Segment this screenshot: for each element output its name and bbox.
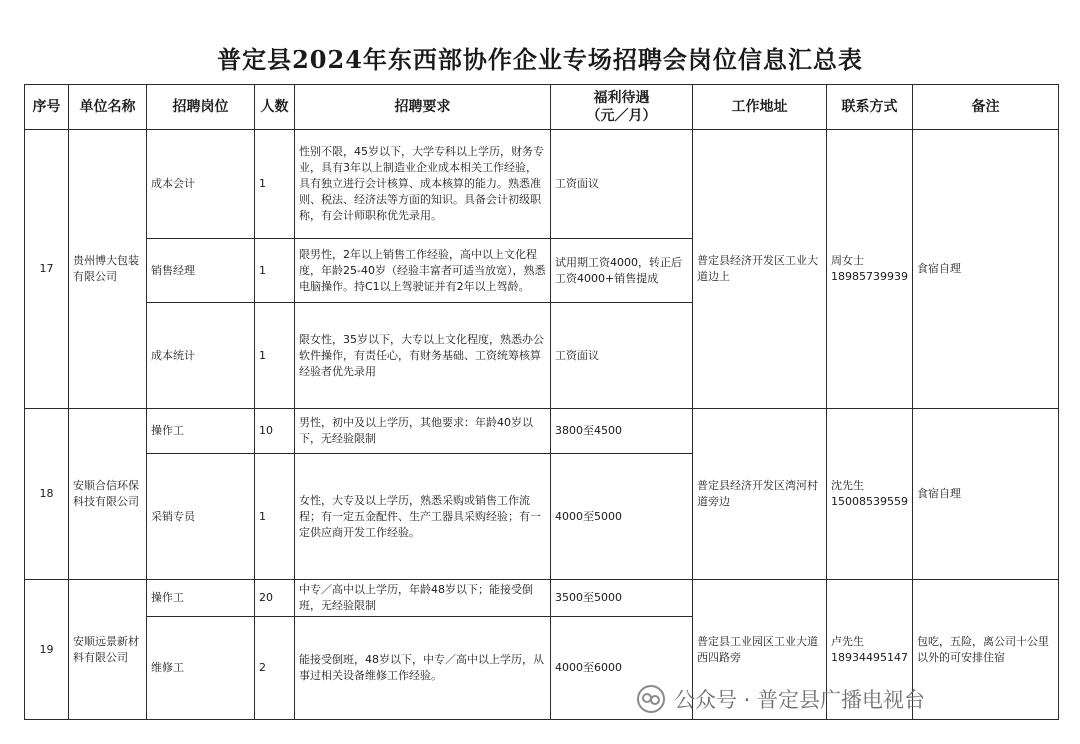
header-remarks: 备注 <box>913 85 1059 130</box>
header-position: 招聘岗位 <box>147 85 255 130</box>
count-cell: 1 <box>255 454 295 580</box>
table-row <box>25 130 1059 239</box>
salary-cell: 4000至5000 <box>551 454 693 580</box>
remarks-cell: 食宿自理 <box>913 130 1059 409</box>
count-cell: 1 <box>255 130 295 239</box>
salary-cell: 工资面议 <box>551 303 693 409</box>
position-cell: 操作工 <box>147 580 255 617</box>
position-cell: 操作工 <box>147 409 255 454</box>
company-cell: 贵州博大包装有限公司 <box>69 130 147 409</box>
requirements-cell: 性别不限，45岁以下，大学专科以上学历，财务专业，具有3年以上制造业企业成本相关工作经验，具有独立进行会计核算、成本核算的能力。熟悉准则、税法、经济法等方面的知识。具备会计初级职称，有会计师职称优先录用。 <box>295 130 551 239</box>
header-company: 单位名称 <box>69 85 147 130</box>
page-title: 普定县2024年东西部协作企业专场招聘会岗位信息汇总表 <box>217 45 863 74</box>
seq-cell: 17 <box>25 130 69 409</box>
contact-name: 沈先生 <box>831 479 864 492</box>
requirements-cell: 限女性，35岁以下，大专以上文化程度，熟悉办公软件操作，有责任心，有财务基础、工资统筹核算经验者优先录用 <box>295 303 551 409</box>
table-row <box>25 409 1059 454</box>
requirements-cell: 中专／高中以上学历，年龄48岁以下；能接受倒班，无经验限制 <box>295 580 551 617</box>
location-cell: 普定县工业园区工业大道西四路旁 <box>693 580 827 720</box>
position-cell: 采销专员 <box>147 454 255 580</box>
count-cell: 1 <box>255 239 295 303</box>
count-cell: 1 <box>255 303 295 409</box>
requirements-cell: 能接受倒班，48岁以下，中专／高中以上学历，从事过相关设备维修工作经验。 <box>295 617 551 720</box>
position-cell: 成本会计 <box>147 130 255 239</box>
seq-cell: 18 <box>25 409 69 580</box>
header-salary <box>551 85 693 130</box>
salary-cell: 3800至4500 <box>551 409 693 454</box>
header-location: 工作地址 <box>693 85 827 130</box>
header-requirements: 招聘要求 <box>295 85 551 130</box>
company-cell: 安顺合信环保科技有限公司 <box>69 409 147 580</box>
position-cell: 成本统计 <box>147 303 255 409</box>
company-cell: 安顺远景新材料有限公司 <box>69 580 147 720</box>
position-cell: 维修工 <box>147 617 255 720</box>
requirements-cell: 限男性，2年以上销售工作经验，高中以上文化程度，年龄25-40岁（经验丰富者可适当放宽），熟悉电脑操作。持C1以上驾驶证并有2年以上驾龄。 <box>295 239 551 303</box>
count-cell: 10 <box>255 409 295 454</box>
location-cell: 普定县经济开发区工业大道边上 <box>693 130 827 409</box>
table-row <box>25 580 1059 617</box>
header-row <box>25 85 1059 130</box>
salary-cell: 工资面议 <box>551 130 693 239</box>
salary-cell: 4000至6000 <box>551 617 693 720</box>
salary-cell: 3500至5000 <box>551 580 693 617</box>
header-contact: 联系方式 <box>827 85 913 130</box>
contact-cell <box>827 130 913 409</box>
location-cell: 普定县经济开发区湾河村道旁边 <box>693 409 827 580</box>
remarks-cell: 食宿自理 <box>913 409 1059 580</box>
salary-cell: 试用期工资4000，转正后工资4000+销售提成 <box>551 239 693 303</box>
recruitment-table <box>24 84 1059 720</box>
requirements-cell: 女性，大专及以上学历，熟悉采购或销售工作流程；有一定五金配件、生产工器具采购经验；有一定供应商开发工作经验。 <box>295 454 551 580</box>
seq-cell: 19 <box>25 580 69 720</box>
contact-phone: 15008539559 <box>831 495 908 508</box>
count-cell: 20 <box>255 580 295 617</box>
header-count: 人数 <box>255 85 295 130</box>
contact-name: 卢先生 <box>831 634 864 648</box>
remarks-cell: 包吃，五险，离公司十公里以外的可安排住宿 <box>913 580 1059 720</box>
contact-name: 周女士 <box>831 254 864 267</box>
header-salary-line2: （元／月） <box>586 108 657 124</box>
count-cell: 2 <box>255 617 295 720</box>
header-salary-line1: 福利待遇 <box>593 90 650 106</box>
wechat-icon <box>636 684 666 714</box>
header-seq: 序号 <box>25 85 69 130</box>
position-cell: 销售经理 <box>147 239 255 303</box>
contact-cell <box>827 409 913 580</box>
watermark <box>636 684 925 714</box>
contact-phone: 18934495147 <box>831 650 908 664</box>
requirements-cell: 男性，初中及以上学历，其他要求：年龄40岁以下，无经验限制 <box>295 409 551 454</box>
watermark-text: 公众号 · 普定县广播电视台 <box>674 688 926 712</box>
contact-phone: 18985739939 <box>831 270 908 283</box>
